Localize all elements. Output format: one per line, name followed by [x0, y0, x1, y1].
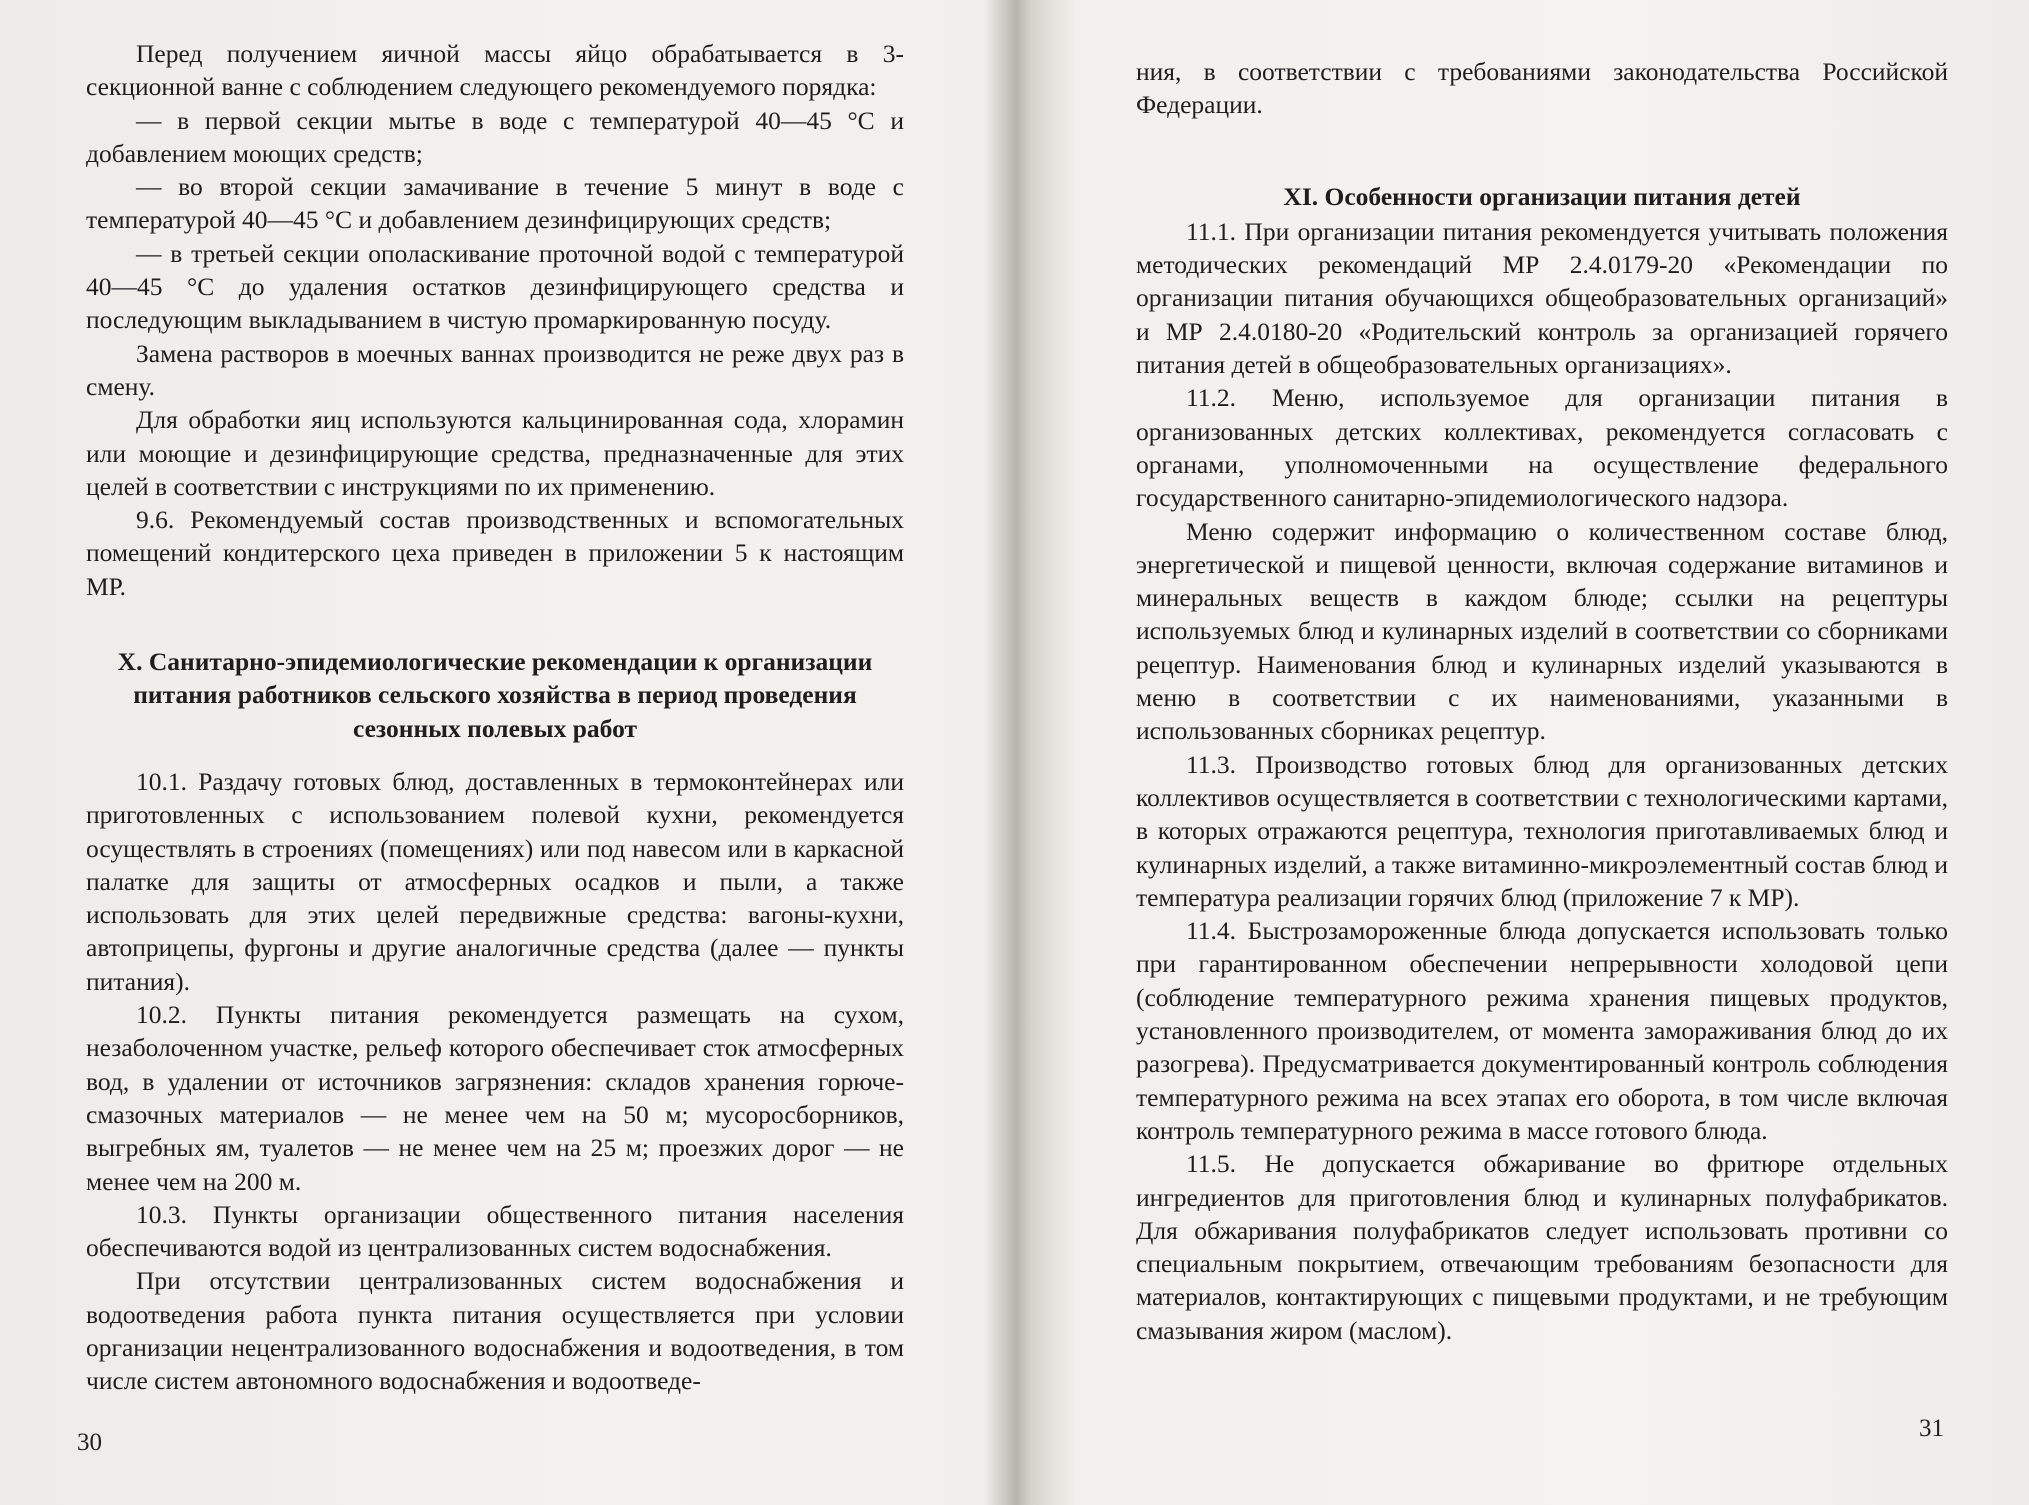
left-page-text [86, 37, 904, 1398]
paragraph: 11.2. Меню, используемое для организации питания в организованных детских коллективах, рекомендуется согласовать с органами, уполномоченными на осуществление федерального государственного санитарно-эпидемиологического надзора. [1136, 383, 1948, 513]
section-heading-x: X. Санитарно-эпидемиологические рекомендации к организации питания работников сельского хозяйства в период проведения сезонных полевых работ [117, 647, 873, 743]
left-page [0, 0, 1005, 1505]
paragraph: 11.1. При организации питания рекомендуется учитывать положения методических рекомендаций МР 2.4.0179-20 «Рекомендации по организации питания обучающихся общеобразовательных организаций» и МР 2.4.0180-20 «Родительский контроль за организацией горячего питания детей в общеобразовательных организациях». [1136, 216, 1948, 380]
paragraph: Замена растворов в моечных ваннах производится не реже двух раз в смену. [86, 338, 904, 401]
paragraph: Для обработки яиц используются кальцинированная сода, хлорамин или моющие и дезинфицирующие средства, предназначенные для этих целей в соответствии с инструкциями по их применению. [86, 405, 904, 501]
paragraph: Меню содержит информацию о количественном составе блюд, энергетической и пищевой ценности, включая содержание витаминов и минеральных веществ в каждом блюде; ссылки на рецептуры используемых блюд и кулинарных изделий в соответствии со сборниками рецептур. Наименования блюд и кулинарных изделий указываются в меню в соответствии с их наименованиями, указанными в использованных сборниках рецептур. [1136, 516, 1948, 746]
list-item: — в третьей секции ополаскивание проточной водой с температурой 40—45 °С до удаления остатков дезинфицирующего средства и последующим выкладыванием в чистую промаркированную посуду. [86, 238, 904, 335]
section-heading-xi: XI. Особенности организации питания детей [1283, 181, 1801, 211]
paragraph: При отсутствии централизованных систем водоснабжения и водоотведения работа пункта питания осуществляется при условии организации нецентрализованного водоснабжения и водоотведения, в том числе систем автономного водоснабжения и водоотведе- [86, 1266, 904, 1396]
paragraph-continuation: ния, в соответствии с требованиями законодательства Российской Федерации. [1136, 57, 1948, 120]
paragraph: 11.3. Производство готовых блюд для организованных детских коллективов осуществляется в соответствии с технологическими картами, в которых отражаются рецептура, технология приготавливаемых блюд и кулинарных изделий, а также витаминно-микроэлементный состав блюд и температура реализации горячих блюд (приложение 7 к МР). [1136, 749, 1948, 912]
right-page [1010, 0, 2029, 1505]
right-page-text [1136, 55, 1948, 1347]
paragraph: 10.3. Пункты организации общественного питания населения обеспечиваются водой из централизованных систем водоснабжения. [86, 1199, 904, 1263]
paragraph: 10.2. Пункты питания рекомендуется размещать на сухом, незаболоченном участке, рельеф которого обеспечивает сток атмосферных вод, в удалении от источников загрязнения: складов хранения горюче-смазочных материалов — не менее чем на 50 м; мусоросборников, выгребных ям, туалетов — не менее чем на 25 м; проезжих дорог — не менее чем на 200 м. [86, 1000, 904, 1196]
paragraph: 10.1. Раздачу готовых блюд, доставленных в термоконтейнерах или приготовленных с использованием полевой кухни, рекомендуется осуществлять в строениях (помещениях) или под навесом или в каркасной палатке для защиты от атмосферных осадков и пыли, а также использовать для этих целей передвижные средства: вагоны-кухни, автоприцепы, фургоны и другие аналогичные средства (далее — пункты питания). [86, 766, 904, 996]
paragraph: Перед получением яичной массы яйцо обрабатывается в 3-секционной ванне с соблюдением следующего рекомендуемого порядка: [86, 39, 904, 102]
page-number-left: 30 [77, 1429, 102, 1456]
paragraph: 11.4. Быстрозамороженные блюда допускается использовать только при гарантированном обеспечении непрерывности холодовой цепи (соблюдение температурного режима хранения пищевых продуктов, установленного производителем, от момента замораживания блюд до их разогрева). Предусматривается документированный контроль соблюдения температурного режима на всех этапах его оборота, в том числе включая контроль температурного режима в массе готового блюда. [1136, 916, 1948, 1145]
list-item: — во второй секции замачивание в течение 5 минут в воде с температурой 40—45 °С и добавлением дезинфицирующих средств; [86, 172, 904, 235]
paragraph: 11.5. Не допускается обжаривание во фритюре отдельных ингредиентов для приготовления блюд и кулинарных полуфабрикатов. Для обжаривания полуфабрикатов следует использовать противни со специальным покрытием, отвечающим требованиям безопасности для материалов, контактирующих с пищевыми продуктами, и не требующим смазывания жиром (маслом). [1136, 1149, 1948, 1345]
page-number-right: 31 [1919, 1415, 1944, 1442]
paragraph: 9.6. Рекомендуемый состав производственных и вспомогательных помещений кондитерского цеха приведен в приложении 5 к настоящим МР. [86, 505, 904, 601]
list-item: — в первой секции мытье в воде с температурой 40—45 °С и добавлением моющих средств; [86, 105, 904, 168]
